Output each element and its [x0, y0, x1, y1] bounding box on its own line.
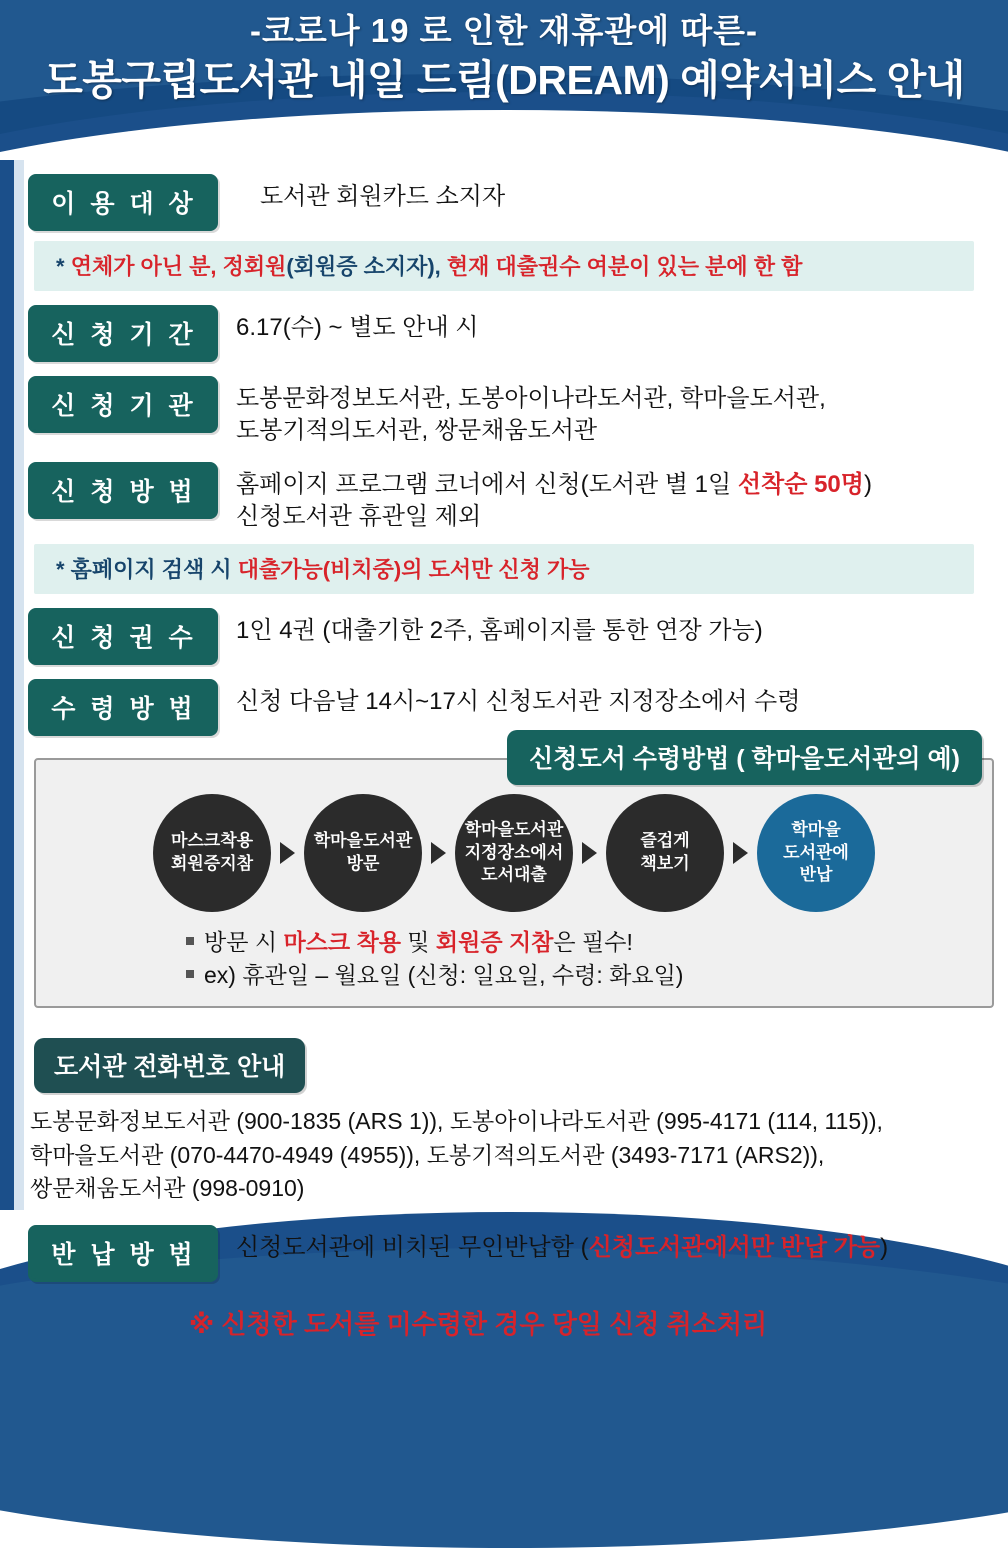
phone-line-1: 도봉문화정보도서관 (900-1835 (ARS 1)), 도봉아이나라도서관 (995-4171 (114, 115)), [30, 1108, 883, 1135]
label-method: 신 청 방 법 [28, 462, 218, 519]
label-organizations: 신 청 기 관 [28, 376, 218, 433]
return-text-a: 신청도서관에 비치된 무인반납함 ( [236, 1234, 589, 1262]
note-method [34, 544, 974, 594]
flow-step-4-line-2: 책보기 [640, 853, 690, 873]
text-pickup: 신청 다음날 14시~17시 신청도서관 지정장소에서 수령 [236, 687, 801, 715]
flow-arrow-icon-3 [582, 842, 597, 864]
flow-note-2-a: ex) 휴관일 – 월요일 (신청: 일요일, 수령: 화요일) [204, 961, 684, 988]
flow-note-1-c: 은 필수! [553, 928, 633, 955]
text-target: 도서관 회원카드 소지자 [260, 183, 506, 210]
method-line-2: 신청도서관 휴관일 제외 [236, 503, 482, 531]
note-method-prefix: * 홈페이지 검색 시 [56, 556, 238, 582]
method-line-1-red: 선착순 50명 [737, 470, 864, 498]
section-count [28, 608, 988, 665]
flow-note-1-b: 및 [400, 928, 436, 955]
note-target-prefix: * [56, 254, 71, 279]
note-method-red: 대출가능(비치중)의 도서만 신청 가능 [237, 556, 590, 582]
section-period [28, 305, 988, 362]
flow-step-3-line-3: 도서대출 [481, 864, 547, 884]
flow-section [34, 744, 994, 1009]
flow-note-1-red-1: 마스크 착용 [283, 928, 401, 955]
label-period: 신 청 기 간 [28, 305, 218, 362]
return-text-red: 신청도서관에서만 반납 가능 [588, 1234, 881, 1262]
organizations-line-1: 도봉문화정보도서관, 도봉아이나라도서관, 학마을도서관, [236, 385, 826, 412]
flow-step-3-line-1: 학마을도서관 [464, 820, 564, 840]
flow-notes [46, 926, 982, 993]
flow-arrow-icon-2 [431, 842, 446, 864]
note-target-red-2: 현재 대출권수 여분이 있는 분에 한 함 [446, 254, 803, 279]
flow-step-1-line-2: 회원증지참 [170, 853, 254, 873]
text-organizations [218, 376, 826, 448]
note-target [34, 241, 974, 291]
bullet-icon-2 [186, 970, 194, 978]
flow-step-4 [606, 794, 724, 912]
section-pickup [28, 679, 988, 736]
page-title: 도봉구립도서관 내일 드림(DREAM) 예약서비스 안내 [43, 57, 965, 104]
flow-step-2 [304, 794, 422, 912]
flow-note-1-red-2: 회원증 지참 [435, 928, 554, 955]
flow-arrow-icon-1 [280, 842, 295, 864]
header-subtitle: -코로나 19 로 인한 재휴관에 따른- [249, 12, 759, 49]
section-organizations [28, 376, 988, 448]
text-period: 6.17(수) ~ 별도 안내 시 [236, 314, 479, 341]
return-text-b: ) [880, 1234, 889, 1262]
bullet-icon-1 [186, 937, 194, 945]
organizations-line-2: 도봉기적의도서관, 쌍문채움도서관 [236, 417, 598, 445]
flow-title: 신청도서 수령방법 ( 학마을도서관의 예) [507, 730, 982, 785]
method-line-1 [236, 469, 872, 501]
text-method [218, 462, 872, 534]
text-return [218, 1225, 888, 1264]
flow-step-5-line-3: 반납 [799, 864, 833, 884]
note-target-mid: (회원증 소지자), [286, 254, 447, 279]
phone-list [30, 1105, 988, 1205]
text-count: 1인 4권 (대출기한 2주, 홈페이지를 통한 연장 가능) [236, 616, 763, 644]
flow-steps [46, 794, 982, 912]
flow-note-1 [186, 926, 982, 959]
flow-note-2 [186, 959, 982, 992]
final-warning-note: ※ 신청한 도서를 미수령한 경우 당일 신청 취소처리 [188, 1309, 768, 1340]
label-return: 반 납 방 법 [28, 1225, 218, 1282]
content-area [0, 174, 1008, 1341]
method-line-1a: 홈페이지 프로그램 코너에서 신청(도서관 별 1일 [236, 470, 738, 498]
flow-step-3 [455, 794, 573, 912]
flow-step-2-line-1: 학마을도서관 [313, 831, 413, 851]
label-phone-info: 도서관 전화번호 안내 [34, 1038, 305, 1093]
section-method [28, 462, 988, 534]
section-return [28, 1225, 988, 1282]
flow-step-5-line-1: 학마을 [791, 820, 841, 840]
label-pickup: 수 령 방 법 [28, 679, 218, 736]
phone-line-3: 쌍문채움도서관 (998-0910) [30, 1174, 305, 1201]
flow-box [34, 758, 994, 1009]
flow-step-5 [757, 794, 875, 912]
flow-arrow-icon-4 [733, 842, 748, 864]
flow-step-2-line-2: 방문 [346, 853, 380, 873]
label-count: 신 청 권 수 [28, 608, 218, 665]
flow-step-1 [153, 794, 271, 912]
flow-step-5-line-2: 도서관에 [783, 842, 849, 862]
method-line-1b: ) [863, 470, 872, 498]
flow-step-1-line-1: 마스크착용 [170, 831, 254, 851]
note-target-red-1: 연체가 아닌 분, 정회원 [70, 254, 287, 279]
phone-line-2: 학마을도서관 (070-4470-4949 (4955)), 도봉기적의도서관 (3493-7171 (ARS2)), [30, 1141, 825, 1168]
flow-note-1-a: 방문 시 [204, 928, 284, 955]
section-target [28, 174, 988, 231]
flow-step-3-line-2: 지정장소에서 [464, 842, 564, 862]
label-target: 이 용 대 상 [28, 174, 218, 231]
flow-step-4-line-1: 즐겁게 [640, 831, 690, 851]
